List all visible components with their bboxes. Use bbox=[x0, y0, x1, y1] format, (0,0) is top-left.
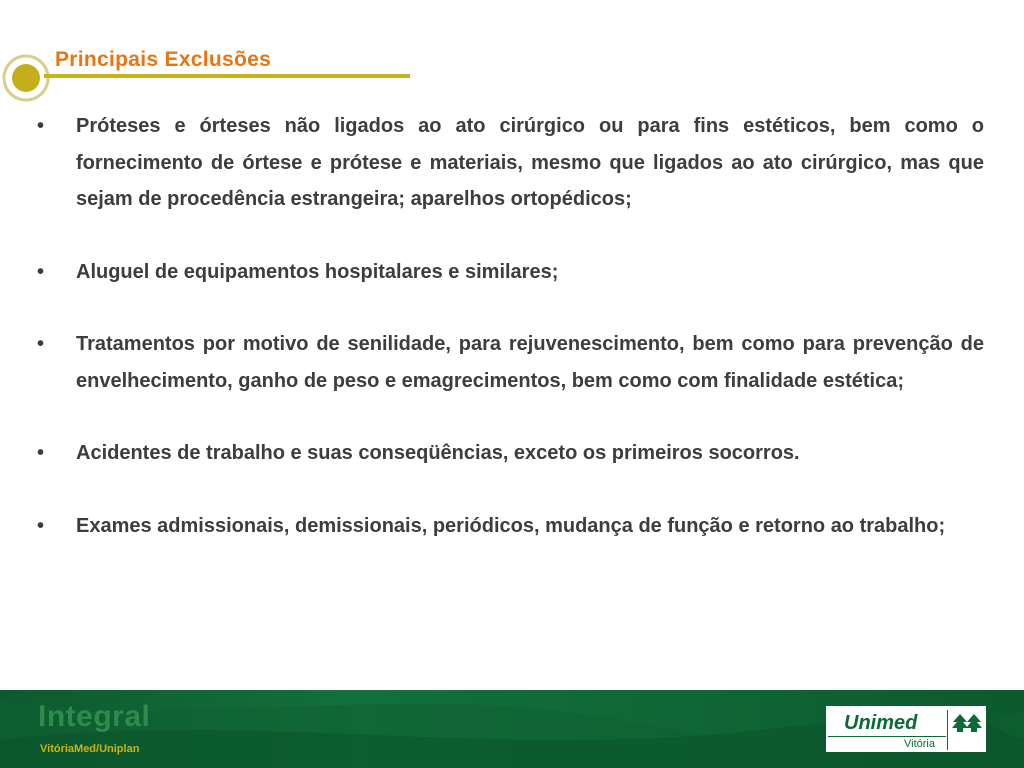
bullet-text: Aluguel de equipamentos hospitalares e similares; bbox=[76, 260, 559, 283]
integral-logo: Integral bbox=[38, 700, 151, 733]
bullet-text: Exames admissionais, demissionais, periódicos, mudança de função e retorno ao trabalho; bbox=[76, 514, 946, 537]
slide-title: Principais Exclusões bbox=[55, 48, 272, 71]
bullet-text: Próteses e órteses não ligados ao ato cirúrgico ou para fins estéticos, bem como o fornecimento de órtese e prótese e materiais, mesmo que ligados ao ato cirúrgico, mas que sejam de procedência estrangeira; aparelhos ortopédicos; bbox=[76, 115, 984, 210]
bullet-dot: • bbox=[37, 514, 45, 537]
bullet-list bbox=[32, 108, 984, 580]
bullet-item bbox=[32, 508, 984, 545]
bullet-text: Tratamentos por motivo de senilidade, para rejuvenescimento, bem como para prevenção de envelhecimento, ganho de peso e emagrecimentos, bem como com finalidade estética; bbox=[76, 333, 984, 392]
bullet-item bbox=[32, 435, 984, 472]
bullet-text: Acidentes de trabalho e suas conseqüências, exceto os primeiros socorros. bbox=[76, 442, 800, 464]
bullet-item bbox=[32, 326, 984, 399]
title-underline bbox=[44, 74, 410, 78]
integral-subtitle: VitóriaMed/Uniplan bbox=[40, 743, 140, 755]
footer-bar bbox=[0, 690, 1024, 768]
bullet-dot: • bbox=[37, 260, 45, 283]
bullet-dot: • bbox=[37, 333, 45, 355]
bullet-dot: • bbox=[37, 115, 45, 137]
unimed-name: Unimed bbox=[844, 712, 918, 734]
title-dot-icon bbox=[12, 64, 40, 92]
bullet-item bbox=[32, 254, 984, 291]
unimed-divider bbox=[828, 736, 946, 737]
bullet-dot: • bbox=[37, 442, 45, 464]
unimed-trees-icon bbox=[952, 713, 982, 733]
unimed-city: Vitória bbox=[904, 738, 935, 750]
unimed-logo bbox=[826, 706, 986, 752]
bullet-item bbox=[32, 108, 984, 218]
unimed-vertical-divider bbox=[947, 710, 948, 750]
